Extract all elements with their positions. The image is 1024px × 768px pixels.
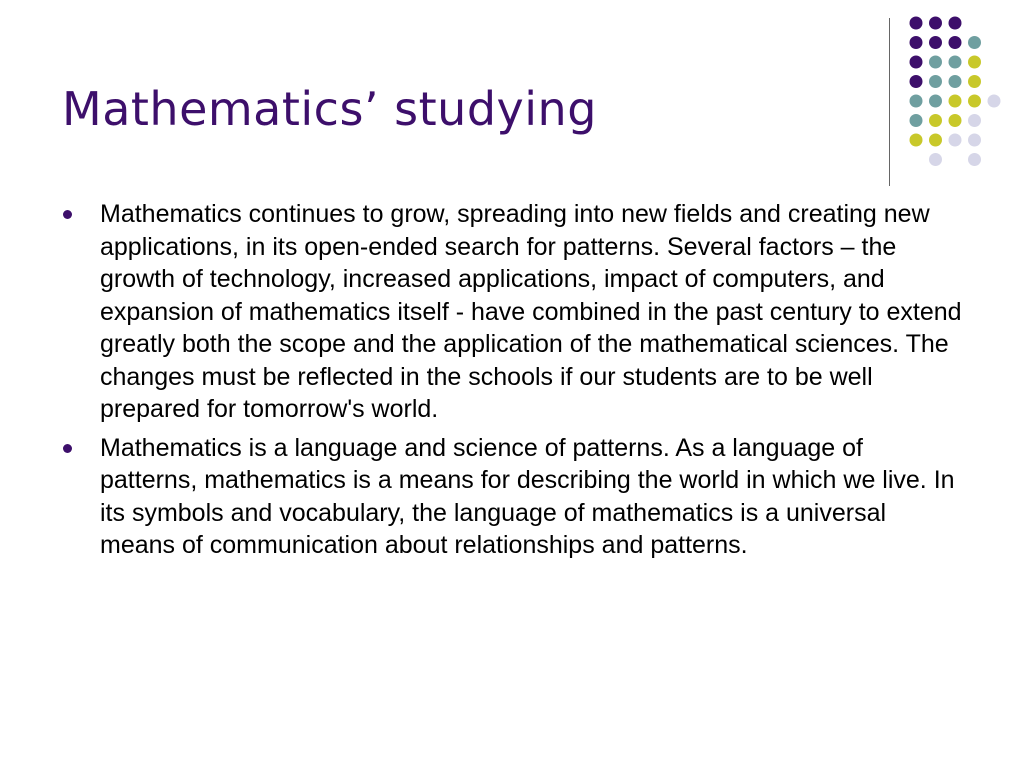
decorative-dot xyxy=(929,56,942,69)
decorative-dot xyxy=(929,153,942,166)
decorative-dot xyxy=(968,114,981,127)
decorative-dot xyxy=(988,95,1001,108)
decorative-dot xyxy=(929,95,942,108)
bullet-item xyxy=(62,198,962,426)
decorative-dot xyxy=(929,17,942,30)
bullet-list xyxy=(62,198,962,568)
decorative-dot xyxy=(968,75,981,88)
decorative-dot xyxy=(968,56,981,69)
decorative-dot xyxy=(949,17,962,30)
decorative-dot xyxy=(910,114,923,127)
bullet-text: Mathematics is a language and science of patterns. As a language of patterns, mathematics is a means for describing the world in which we live. In its symbols and vocabulary, the language of mathematics is a universal means of communication about relationships and patterns. xyxy=(100,433,955,559)
decorative-dot xyxy=(910,17,923,30)
decorative-dot xyxy=(949,95,962,108)
decorative-dot xyxy=(968,134,981,147)
decorative-dot xyxy=(949,114,962,127)
decorative-dot xyxy=(910,134,923,147)
bullet-dot-icon xyxy=(63,210,72,219)
bullet-text: Mathematics continues to grow, spreading into new fields and creating new applications, in its open-ended search for patterns. Several factors – the growth of technology, increased applications, impact of computers, and expansion of mathematics itself - have combined in the past century to extend greatly both the scope and the application of the mathematical sciences. The changes must be reflected in the schools if our students are to be well prepared for tomorrow's world. xyxy=(100,200,962,423)
decorative-dot xyxy=(910,36,923,49)
decorative-dot xyxy=(949,36,962,49)
decorative-dot xyxy=(968,153,981,166)
decorative-dot xyxy=(910,95,923,108)
decorative-dot xyxy=(968,36,981,49)
bullet-dot-icon xyxy=(63,444,72,453)
title-divider-line xyxy=(889,18,890,186)
decorative-dot xyxy=(929,114,942,127)
decorative-dot xyxy=(968,95,981,108)
decorative-dot xyxy=(910,75,923,88)
decorative-dot xyxy=(949,75,962,88)
decorative-dot xyxy=(929,134,942,147)
decorative-dot xyxy=(929,75,942,88)
decorative-dot xyxy=(910,56,923,69)
decorative-dot xyxy=(949,56,962,69)
bullet-item xyxy=(62,432,962,562)
slide-title: Mathematics’ studying xyxy=(62,82,597,136)
decorative-dot xyxy=(949,134,962,147)
decorative-dot xyxy=(929,36,942,49)
